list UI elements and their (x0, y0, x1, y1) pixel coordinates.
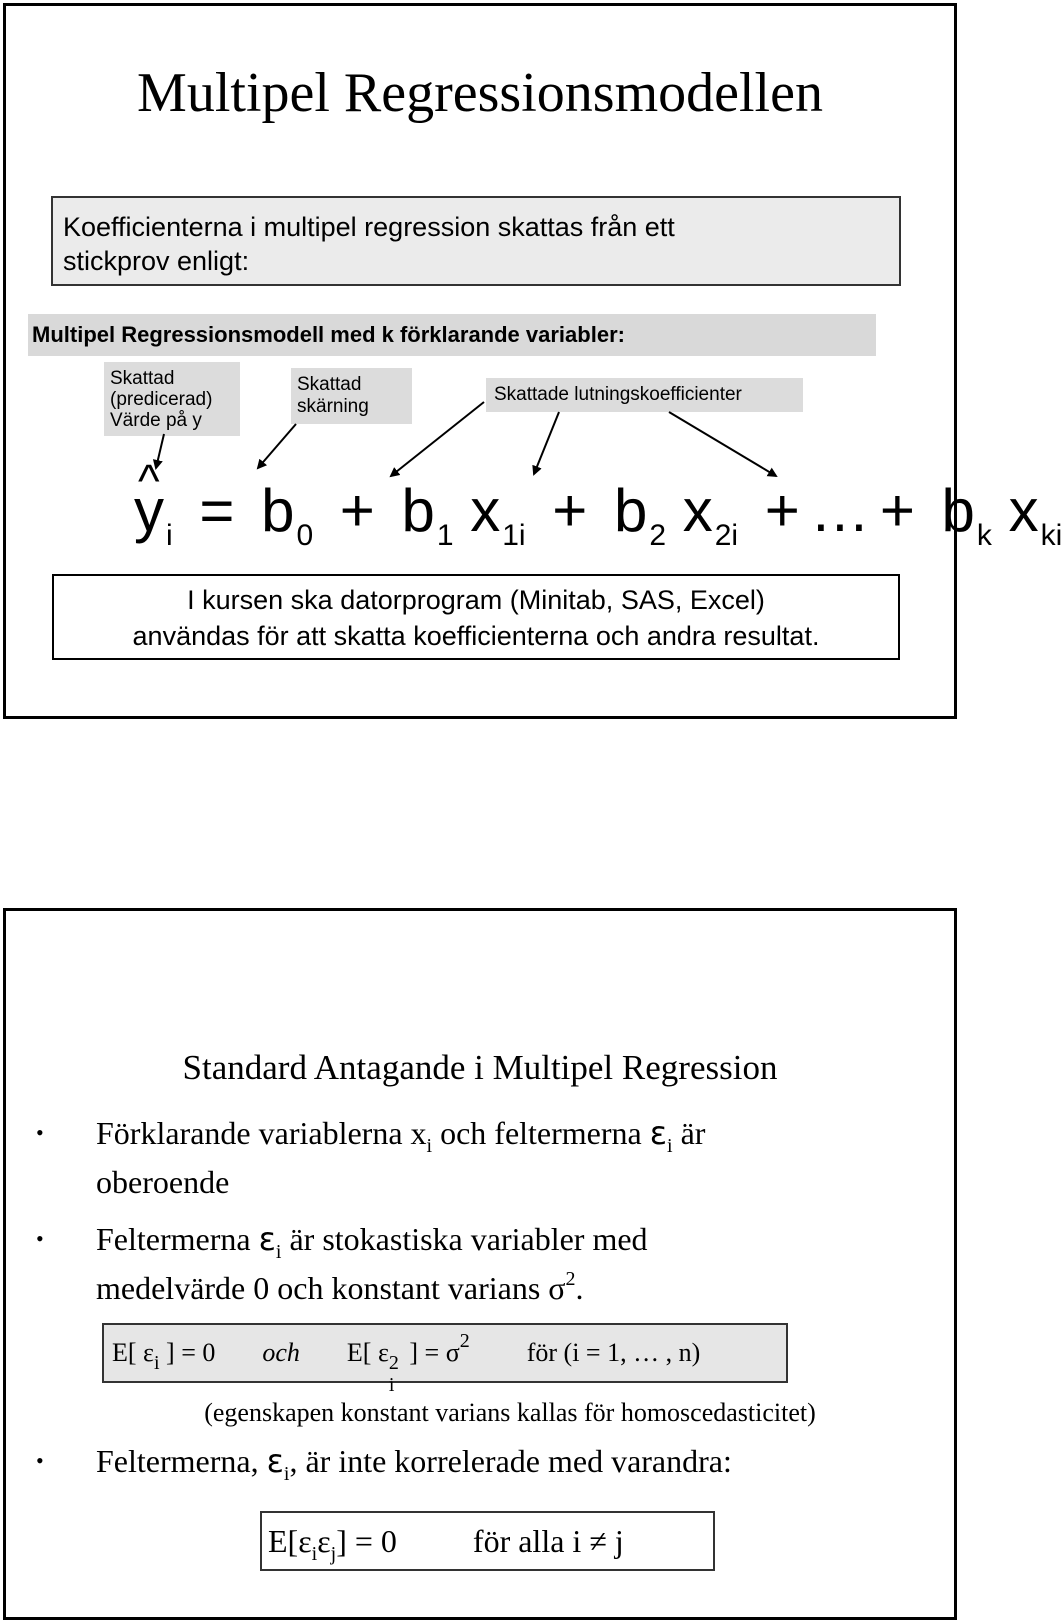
var-x1: x (470, 477, 501, 544)
bullet-text (96, 1111, 896, 1204)
label-line: skärning (297, 396, 369, 417)
formula-part: E[ε (268, 1523, 312, 1559)
text: medelvärde 0 och konstant varians (96, 1270, 549, 1306)
var-x2: x (682, 477, 713, 544)
intro-line-1: Koefficienterna i multipel regression skattas från ett (63, 212, 675, 242)
superscript: 2 (565, 1268, 576, 1290)
label-line: (predicerad) (110, 389, 213, 410)
equals-sign: = (199, 477, 235, 544)
note-line-1: I kursen ska datorprogram (Minitab, SAS, Excel) (187, 585, 765, 615)
plus-sign: + (552, 477, 588, 544)
coef-b1: b (401, 477, 435, 544)
plus-sign: + (764, 477, 800, 544)
subscript: i (283, 1463, 290, 1485)
slide-title: Standard Antagande i Multipel Regression (182, 1048, 778, 1087)
subscript: i (275, 1241, 282, 1263)
bullet-line (96, 1111, 896, 1160)
label-line: Skattad (297, 374, 362, 395)
epsilon-symbol: ε (266, 1442, 284, 1480)
coef-b0: b (261, 477, 295, 544)
coef-bk: b (941, 477, 975, 544)
plus-sign: + (339, 477, 375, 544)
var-xk: x (1008, 477, 1039, 544)
model-header: Multipel Regressionsmodell med k förklarande variabler: (28, 314, 876, 356)
epsilon-symbol: ε (258, 1220, 276, 1258)
bullet-line (96, 1266, 896, 1315)
ellipsis: … (809, 477, 870, 544)
arrow-to-b1 (391, 402, 484, 476)
coef-b2: b (614, 477, 648, 544)
subscript: 0 (296, 519, 314, 552)
text: Förklarande variablerna x (96, 1115, 427, 1151)
label-line: Värde på y (110, 410, 202, 431)
subscript: i (667, 1135, 673, 1157)
bullet-text (96, 1439, 896, 1488)
bullet-icon: • (36, 1120, 44, 1145)
formula-och: och (262, 1338, 300, 1367)
software-note (52, 574, 900, 660)
subscript: j (330, 1543, 337, 1565)
subscript: i (426, 1135, 433, 1157)
subscript: 2i (714, 519, 739, 552)
label-line: Skattad (110, 368, 175, 389)
bullet-icon: • (36, 1448, 44, 1473)
superscript: 2 (388, 1352, 399, 1374)
sigma-symbol: σ (548, 1270, 566, 1306)
text: , är inte korrelerade med varandra: (289, 1443, 732, 1479)
formula-part: ] = 0 (336, 1523, 397, 1559)
bullet-text (96, 1217, 896, 1315)
slide-multipel-regressionsmodellen (3, 3, 1062, 719)
y-hat: ^ y (134, 471, 164, 551)
text: är stokastiska variabler med (281, 1221, 648, 1257)
subscript: i (153, 1352, 160, 1374)
subscript: i (311, 1543, 318, 1565)
formula-range: för (i = 1, … , n) (526, 1338, 701, 1367)
arrow-to-b0 (258, 424, 296, 468)
formula-part: ε (317, 1523, 331, 1559)
subscript: i (166, 519, 173, 552)
formula-part: för alla i ≠ j (472, 1523, 624, 1559)
text: . (575, 1270, 584, 1306)
expectation-formula (102, 1323, 788, 1396)
slide-title: Multipel Regressionsmodellen (137, 62, 823, 124)
formula-part: E[ ε (346, 1338, 389, 1367)
subscript: i (388, 1374, 395, 1396)
text: Feltermerna, (96, 1443, 267, 1479)
homoscedasticity-note: (egenskapen konstant varians kallas för homoscedasticitet) (204, 1398, 816, 1427)
bullet-line (96, 1217, 896, 1266)
subscript: 2 (649, 519, 667, 552)
subscript: k (976, 519, 992, 552)
slide-standard-antagande (3, 908, 957, 1620)
formula-part: ] = σ (402, 1338, 460, 1367)
correlation-formula (260, 1511, 715, 1571)
subscript: 1i (502, 519, 526, 552)
text: Feltermerna (96, 1221, 259, 1257)
label-slopes: Skattade lutningskoefficienter (486, 378, 803, 412)
plus-sign: + (879, 477, 915, 544)
formula-part: ] = 0 (159, 1338, 216, 1367)
text: och feltermerna (432, 1115, 650, 1151)
note-line-2: användas för att skatta koefficienterna och andra resultat. (132, 621, 820, 651)
bullet-icon: • (36, 1226, 44, 1251)
intro-line-2: stickprov enligt: (63, 246, 250, 276)
arrow-to-b2 (534, 412, 559, 474)
arrow-to-bk (669, 412, 776, 476)
text: är (672, 1115, 706, 1151)
superscript: 2 (459, 1330, 470, 1352)
bullet-line: oberoende (96, 1164, 230, 1200)
formula-part: E[ ε (112, 1338, 154, 1367)
bullet-line (96, 1439, 896, 1488)
subscript: 1 (436, 519, 454, 552)
subscript: ki (1040, 519, 1062, 552)
regression-equation (134, 471, 1062, 551)
epsilon-symbol: ε (649, 1114, 668, 1152)
